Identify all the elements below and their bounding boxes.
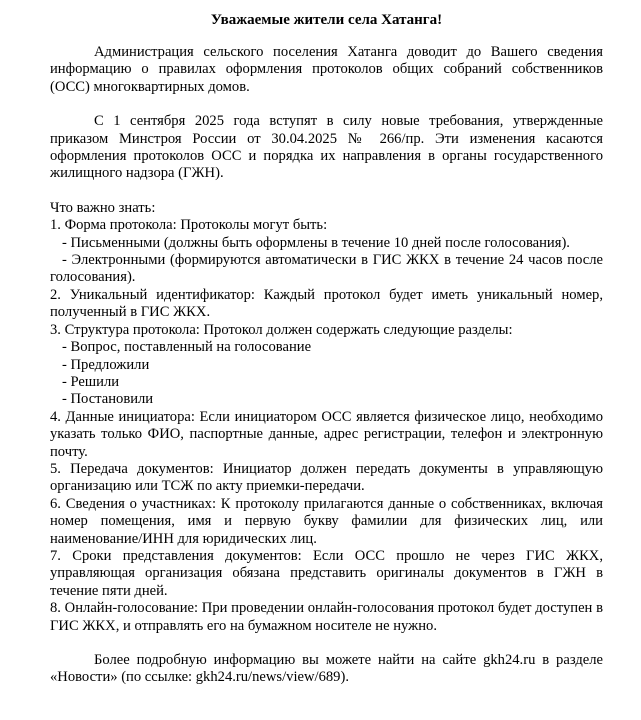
list-item-4: 4. Данные инициатора: Если инициатором ОСС является физическое лицо, необходимо указать только ФИО, паспортные данные, адрес регистрации, телефон и электронную почту. <box>50 408 603 460</box>
footer-paragraph: Более подробную информацию вы можете найти на сайте gkh24.ru в разделе «Новости» (по ссылке: gkh24.ru/news/view/689). <box>50 652 603 686</box>
list-item-3-sub-3: - Решили <box>62 373 120 390</box>
list-item-1-sub-1: - Письменными (должны быть оформлены в течение 10 дней после голосования). <box>62 234 570 251</box>
list-item-5: 5. Передача документов: Инициатор должен передать документы в управляющую организацию или ТСЖ по акту приемки-передачи. <box>50 460 603 495</box>
intro-paragraph: Администрация сельского поселения Хатанга доводит до Вашего сведения информацию о правилах оформления протоколов общих собраний собственников (ОСС) многоквартирных домов. <box>50 44 603 95</box>
list-item-8: 8. Онлайн-голосование: При проведении онлайн-голосования протокол будет доступен в ГИС ЖКХ, и отправлять его на бумажном носителе не нужно. <box>50 600 603 634</box>
list-item-2: 2. Уникальный идентификатор: Каждый протокол будет иметь уникальный номер, полученный в ГИС ЖКХ. <box>50 286 603 321</box>
list-item-1-sub-2: - Электронными (формируются автоматически в ГИС ЖКХ в течение 24 часов после голосования). <box>50 252 603 286</box>
list-item-7: 7. Сроки представления документов: Если ОСС прошло не через ГИС ЖКХ, управляющая организация обязана представить оригиналы документов в ГЖН в течение пяти дней. <box>50 547 603 599</box>
list-item-3-sub-1: - Вопрос, поставленный на голосование <box>62 339 312 356</box>
list-item-3-sub-4: - Постановили <box>62 391 154 408</box>
spacer <box>50 635 603 652</box>
change-paragraph: С 1 сентября 2025 года вступят в силу новые требования, утвержденные приказом Минстроя России от 30.04.2025 № 266/пр. Эти изменения касаются оформления протоколов ОСС и порядка их направления в органы государственного жилищного надзора (ГЖН). <box>50 113 603 182</box>
list-item-3: 3. Структура протокола: Протокол должен содержать следующие разделы: <box>50 321 513 338</box>
important-heading: Что важно знать: <box>50 199 156 216</box>
spacer <box>50 96 603 113</box>
document-title: Уважаемые жители села Хатанга! <box>210 12 443 28</box>
spacer <box>50 183 603 200</box>
list-item-6: 6. Сведения о участниках: К протоколу прилагаются данные о собственниках, включая номер помещения, имя и первую букву фамилии для физических лиц, или наименование/ИНН для юридических лиц. <box>50 495 603 547</box>
list-item-3-sub-2: - Предложили <box>62 356 150 373</box>
list-item-1: 1. Форма протокола: Протоколы могут быть: <box>50 217 328 234</box>
